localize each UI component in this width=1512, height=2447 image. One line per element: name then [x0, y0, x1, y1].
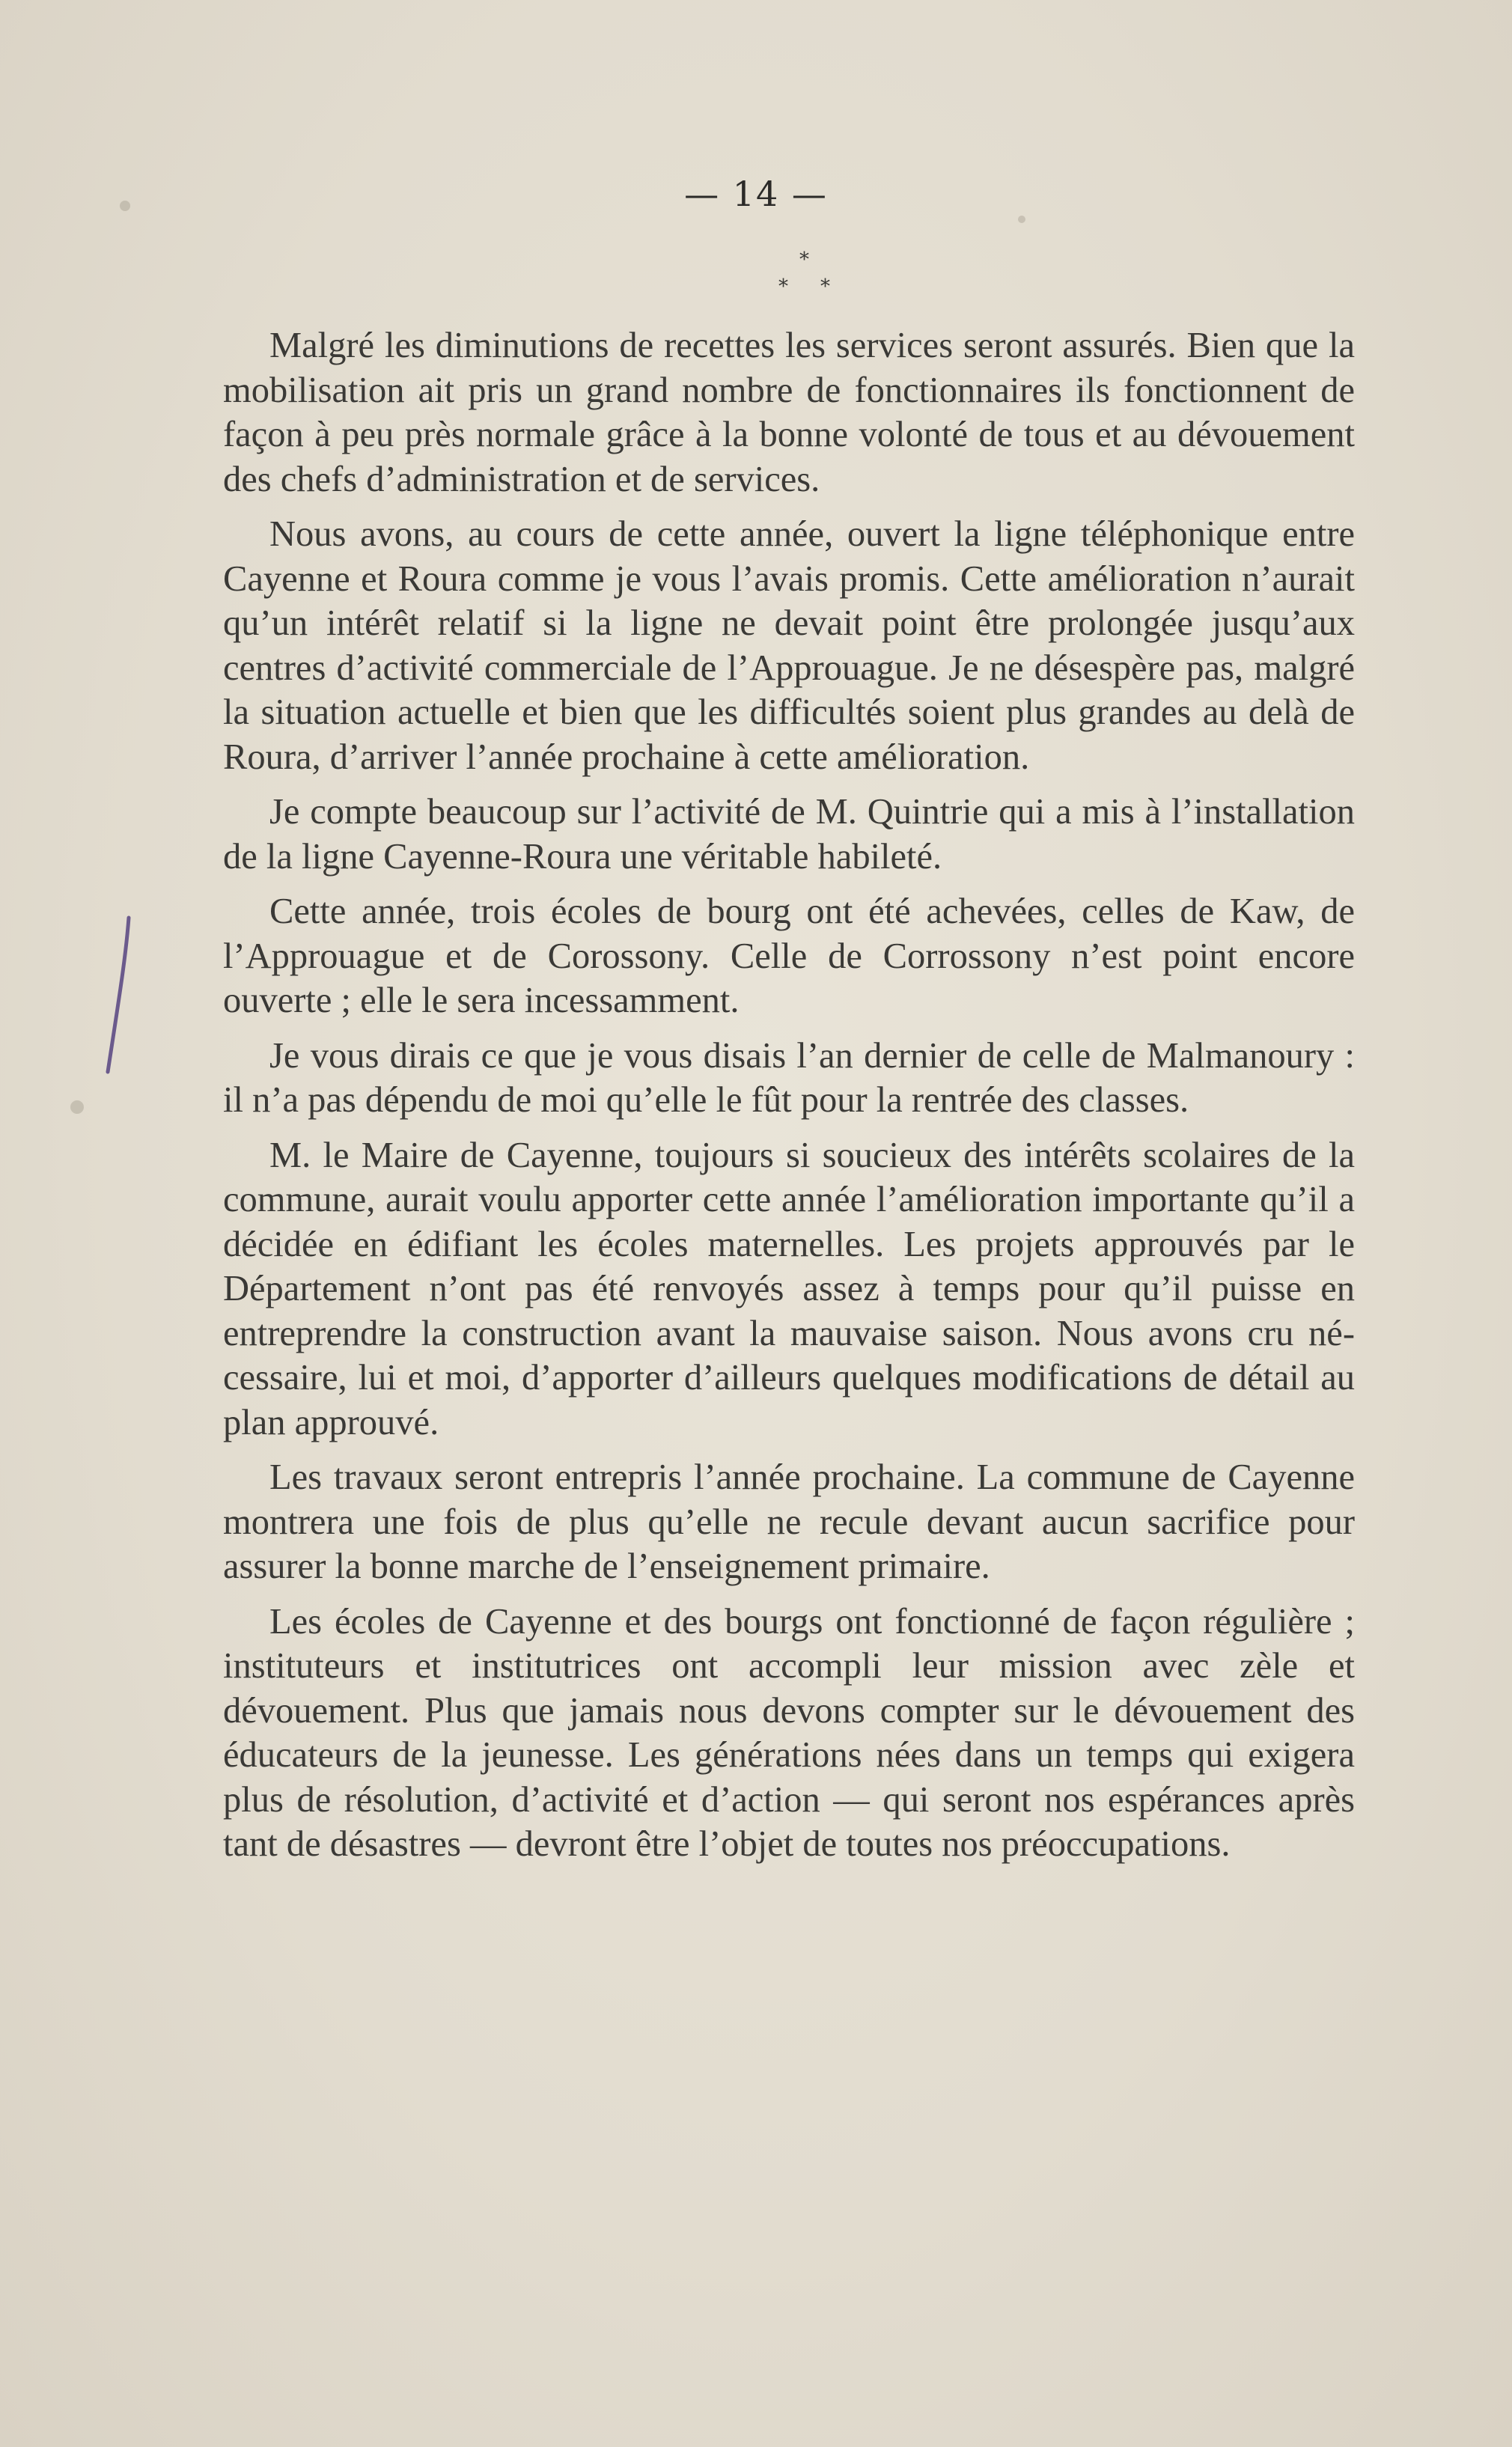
- paragraph: Malgré les diminutions de recettes les services seront assurés. Bien que la mobilisation ait pris un grand nombre de fonctionnaires ils fonctionnent de façon à peu près normale grâce à la bonne volonté de tous et au dévouement des chefs d’administration et de services.: [223, 326, 1355, 499]
- paragraph: M. le Maire de Cayenne, toujours si soucieux des intérêts scolaires de la commune, aurait voulu apporter cette année l’amélioration importante qu’il a décidée en édifiant les écoles maternelles. Les projets approuvés par le Département n’ont pas été renvoyés assez à temps pour qu’il puisse en entreprendre la construction avant la mauvaise saison. Nous avons cru nécessaire, lui et moi, d’apporter d’ailleurs quelques modifications de détail au plan approuvé.: [223, 1135, 1355, 1442]
- svg-text:*: *: [799, 249, 809, 271]
- paper-spot: [70, 1100, 84, 1114]
- paragraph: Je vous dirais ce que je vous disais l’an dernier de celle de Malmanoury : il n’a pas dépendu de moi qu’elle le fût pour la rentrée des classes.: [223, 1035, 1355, 1120]
- svg-text:*: *: [778, 275, 788, 298]
- paragraph: Les travaux seront entrepris l’année prochaine. La commune de Cayenne montrera une fois de plus qu’elle ne recule devant aucun sacrifice pour assurer la bonne marche de l’enseignement primaire.: [223, 1457, 1355, 1586]
- pencil-margin-mark: [96, 913, 141, 1078]
- paragraph: Je compte beaucoup sur l’activité de M. Quintrie qui a mis à l’installation de la ligne Cayenne-Roura une véritable habileté.: [223, 792, 1355, 877]
- asterism-separator: [719, 243, 838, 303]
- paragraph: Les écoles de Cayenne et des bourgs ont fonctionné de façon régulière ; instituteurs et institutrices ont accompli leur mission avec zèle et dévouement. Plus que jamais nous devons compter sur le dévouement des éducateurs de la jeunesse. Les générations nées dans un temps qui exigera plus de résolution, d’activité et d’action — qui seront nos espérances après tant de désastres — devront être l’objet de toutes nos préoccupations.: [223, 1601, 1355, 1864]
- body-text: [223, 323, 1355, 1877]
- paragraph: Nous avons, au cours de cette année, ouvert la ligne téléphonique entre Cayenne et Roura comme je vous l’avais promis. Cette amélioration n’aurait qu’un intérêt relatif si la ligne ne devait point être prolongée jusqu’aux centres d’activité commerciale de l’Approuague. Je ne désespère pas, malgré la situation actuelle et bien que les difficultés soient plus grandes au delà de Roura, d’arriver l’année prochaine à cette amélioration.: [223, 514, 1355, 777]
- svg-text:*: *: [820, 275, 830, 298]
- paper-spot: [1018, 216, 1025, 223]
- page-number: — 14 —: [684, 174, 828, 214]
- paragraph: Cette année, trois écoles de bourg ont été achevées, celles de Kaw, de l’Approuague et de Corossony. Celle de Corrossony n’est point encore ouverte ; elle le sera incessamment.: [223, 892, 1355, 1020]
